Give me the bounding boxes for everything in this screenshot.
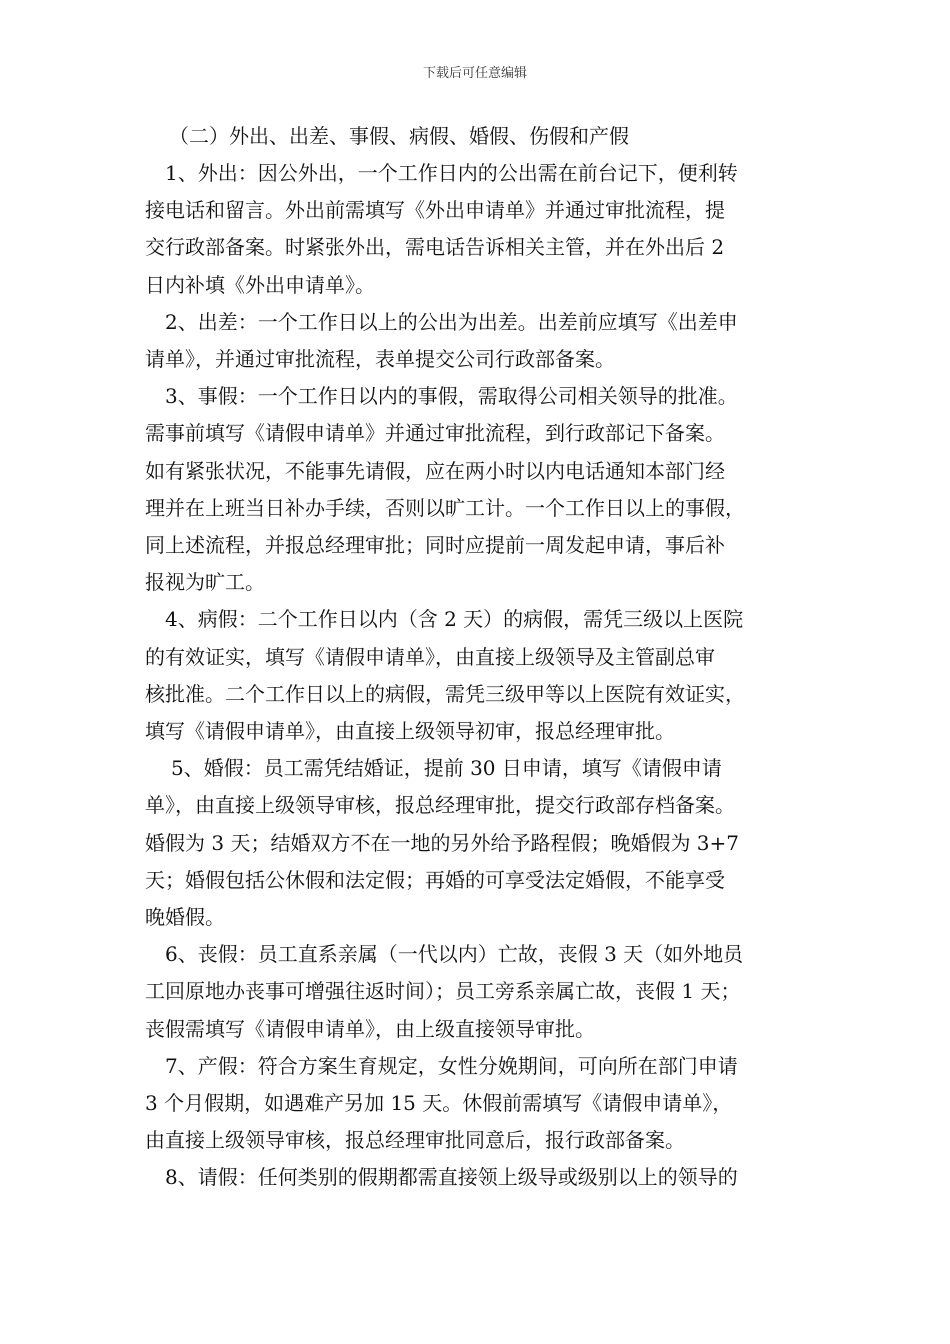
- paragraph-line: 核批准。二个工作日以上的病假，需凭三级甲等以上医院有效证实，: [145, 681, 745, 706]
- section-title: （二）外出、出差、事假、病假、婚假、伤假和产假: [169, 124, 629, 148]
- paragraph-line: 日内补填《外出申请单》。: [145, 272, 375, 297]
- paragraph-personal-leave: [145, 378, 825, 601]
- paragraph-line: 的有效证实，填写《请假申请单》，由直接上级领导及主管副总审: [145, 644, 715, 669]
- paragraph-line: 由直接上级领导审核，报总经理审批同意后，报行政部备案。: [145, 1128, 685, 1153]
- paragraph-line: 单》，由直接上级领导审核，报总经理审批，提交行政部存档备案。: [145, 793, 735, 818]
- paragraph-line: 婚假为 3 天；结婚双方不在一地的另外给予路程假；晚婚假为 3+7: [145, 830, 740, 855]
- paragraph-leave-request: [145, 1159, 825, 1196]
- paragraph-business-trip: [145, 304, 825, 378]
- paragraph-line: 5、婚假：员工需凭结婚证，提前 30 日申请，填写《请假申请: [171, 756, 722, 781]
- paragraph-line: 1、外出：因公外出，一个工作日内的公出需在前台记下，便利转: [165, 161, 738, 185]
- paragraph-line: 7、产假：符合方案生育规定，女性分娩期间，可向所在部门申请: [165, 1053, 738, 1078]
- paragraph-line: 3、事假：一个工作日以内的事假，需取得公司相关领导的批准。: [165, 384, 738, 409]
- document-body: [145, 117, 825, 1197]
- paragraph-line: 理并在上班当日补办手续，否则以旷工计。一个工作日以上的事假，: [145, 495, 745, 520]
- paragraph-line: 报视为旷工。: [145, 570, 265, 595]
- paragraph-line: 交行政部备案。时紧张外出，需电话告诉相关主管，并在外出后 2: [145, 235, 725, 260]
- paragraph-sick-leave: [145, 601, 825, 750]
- paragraph-line: 2、出差：一个工作日以上的公出为出差。出差前应填写《出差申: [165, 309, 738, 334]
- paragraph-line: 同上述流程，并报总经理审批；同时应提前一周发起申请，事后补: [145, 533, 725, 558]
- paragraph-line: 填写《请假申请单》，由直接上级领导初审，报总经理审批。: [145, 719, 675, 744]
- paragraph-line: 8、请假：任何类别的假期都需直接领上级导或级别以上的领导的: [165, 1165, 738, 1190]
- paragraph-marriage-leave: [145, 750, 825, 936]
- paragraph-line: 晚婚假。: [145, 905, 225, 930]
- paragraph-line: 接电话和留言。外出前需填写《外出申请单》并通过审批流程，提: [145, 198, 725, 223]
- paragraph-line: 丧假需填写《请假申请单》，由上级直接领导审批。: [145, 1016, 595, 1041]
- paragraph-line: 6、丧假：员工直系亲属（一代以内）亡故，丧假 3 天（如外地员: [165, 942, 744, 967]
- paragraph-line: 请单》，并通过审批流程，表单提交公司行政部备案。: [145, 347, 615, 372]
- paragraph-bereavement-leave: [145, 936, 825, 1048]
- paragraph-line: 如有紧张状况，不能事先请假，应在两小时以内电话通知本部门经: [145, 458, 725, 483]
- paragraph-line: 天；婚假包括公休假和法定假；再婚的可享受法定婚假，不能享受: [145, 867, 725, 892]
- paragraph-maternity-leave: [145, 1048, 825, 1160]
- paragraph-line: 需事前填写《请假申请单》并通过审批流程，到行政部记下备案。: [145, 421, 725, 446]
- paragraph-line: 3 个月假期，如遇难产另加 15 天。休假前需填写《请假申请单》，: [145, 1091, 733, 1116]
- paragraph-outing: [145, 155, 825, 304]
- header-note: 下载后可任意编辑: [422, 66, 527, 81]
- paragraph-line: 工回原地办丧事可增强往返时间）；员工旁系亲属亡故，丧假 1 天；: [145, 979, 741, 1004]
- paragraph-line: 4、病假：二个工作日以内（含 2 天）的病假，需凭三级以上医院: [165, 607, 744, 632]
